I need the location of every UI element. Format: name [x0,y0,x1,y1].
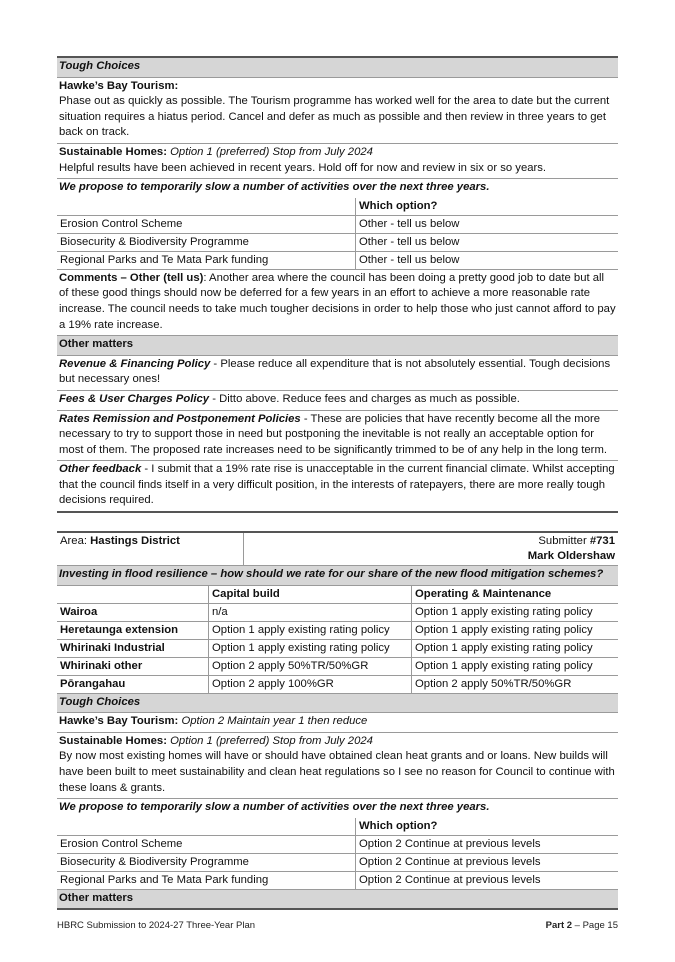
table-row: Erosion Control Scheme Option 2 Continue at previous levels [57,835,618,853]
tough-choices-heading: Tough Choices [57,56,618,78]
table-row: Erosion Control Scheme Other - tell us below [57,215,618,233]
tough-choices-heading-2: Tough Choices [57,694,618,714]
submitter-cell: Submitter #731 Mark Oldershaw [244,532,619,566]
rates-text: - These are policies that have recently become all the more necessary to try to support those in need but postponing the inevitable is not really an acceptable option for most of them. The proposed rate increases need to be significantly trimmed to be of any help in the long term. [59,412,607,456]
page-content [57,56,618,910]
table-row: Whirinaki other Option 2 apply 50%TR/50%GR Option 1 apply existing rating policy [57,657,618,675]
rates-label: Rates Remission and Postponement Policies [59,412,301,425]
other-matters-heading: Other matters [57,336,618,356]
flood-resilience-heading: Investing in flood resilience – how should we rate for our share of the new flood mitigation schemes? [57,566,618,586]
revenue-text: - Please reduce all expenditure that is not absolutely essential. Tough decisions but necessary ones! [59,357,611,386]
table-row: Heretaunga extension Option 1 apply existing rating policy Option 1 apply existing rating policy [57,621,618,639]
rates-section [57,411,618,462]
flood-table [57,586,618,694]
slow-activities-heading-2: We propose to temporarily slow a number of activities over the next three years. [57,799,618,818]
comments-label: Comments – Other (tell us) [59,271,204,284]
hbt-section-2: Hawke’s Bay Tourism: Option 2 Maintain year 1 then reduce [57,713,618,733]
fees-section [57,391,618,411]
fees-label: Fees & User Charges Policy [59,392,210,405]
footer-title: HBRC Submission to 2024-27 Three-Year Plan [57,920,256,931]
comments-section [57,270,618,336]
revenue-section [57,356,618,391]
sh-section-2: Sustainable Homes: Option 1 (preferred) Stop from July 2024 By now most existing homes will have or should have obtained clean heat grants and or loans. New builds will have been built to meet sustainability and clean heat regulations so I see no reason for Council to continue with these loans & grants. [57,733,618,799]
table-row: Biosecurity & Biodiversity Programme Other - tell us below [57,233,618,251]
sh-label: Sustainable Homes: [59,145,167,158]
activities-table [57,198,618,270]
hbt-section [57,78,618,144]
sh-text: Helpful results have been achieved in recent years. Hold off for now and review in six or so years. [59,161,547,174]
which-option-header: Which option? [356,198,619,216]
submitter-header [57,531,618,566]
other-matters-heading-2: Other matters [57,890,618,911]
col-opex: Operating & Maintenance [412,586,619,604]
table-row: Regional Parks and Te Mata Park funding Option 2 Continue at previous levels [57,871,618,889]
table-row: Wairoa n/a Option 1 apply existing rating policy [57,603,618,621]
feedback-label: Other feedback [59,463,142,476]
table-row: Pōrangahau Option 2 apply 100%GR Option 2 apply 50%TR/50%GR [57,675,618,693]
revenue-label: Revenue & Financing Policy [59,357,211,370]
table-row: Regional Parks and Te Mata Park funding Other - tell us below [57,251,618,269]
table-row: Biosecurity & Biodiversity Programme Option 2 Continue at previous levels [57,853,618,871]
hbt-label: Hawke’s Bay Tourism: [59,79,179,92]
page-footer [57,918,618,934]
fees-text: - Ditto above. Reduce fees and charges as much as possible. [209,392,520,405]
footer-page: Part 2 – Page 15 [545,920,618,931]
sh-section [57,144,618,179]
comments-text: : Another area where the council has been doing a pretty good job to date but all of these good things should now be deferred for a few years in an effort to achieve a more reasonable rate increase. The council needs to take much tougher decisions in order to help those who just cannot afford to pay a 19% rate increase. [59,271,616,331]
feedback-section [57,461,618,513]
slow-activities-heading: We propose to temporarily slow a number of activities over the next three years. [57,179,618,198]
sh-option: Option 1 (preferred) Stop from July 2024 [170,145,373,158]
activities-table-2: Which option? Erosion Control Scheme Option 2 Continue at previous levels Biosecurity & Biodiversity Programme Option 2 Continue at previous levels Regional Parks and Te Mata Park funding Option 2 Continue at previous levels [57,818,618,890]
feedback-text: - I submit that a 19% rate rise is unacceptable in the current financial climate. Whilst accepting that the council finds itself in a very difficult position, in the interests of ratepayers, there are more really tough decisions required. [59,463,615,507]
hbt-text: Phase out as quickly as possible. The Tourism programme has worked well for the area to date but the current situation requires a hiatus period. Cancel and defer as much as possible and then review in three years to get back on track. [59,95,610,139]
submitter-name: Mark Oldershaw [527,550,615,563]
area-cell: Area: Hastings District [57,532,244,566]
table-row: Whirinaki Industrial Option 1 apply existing rating policy Option 1 apply existing rating policy [57,639,618,657]
col-capital: Capital build [209,586,412,604]
